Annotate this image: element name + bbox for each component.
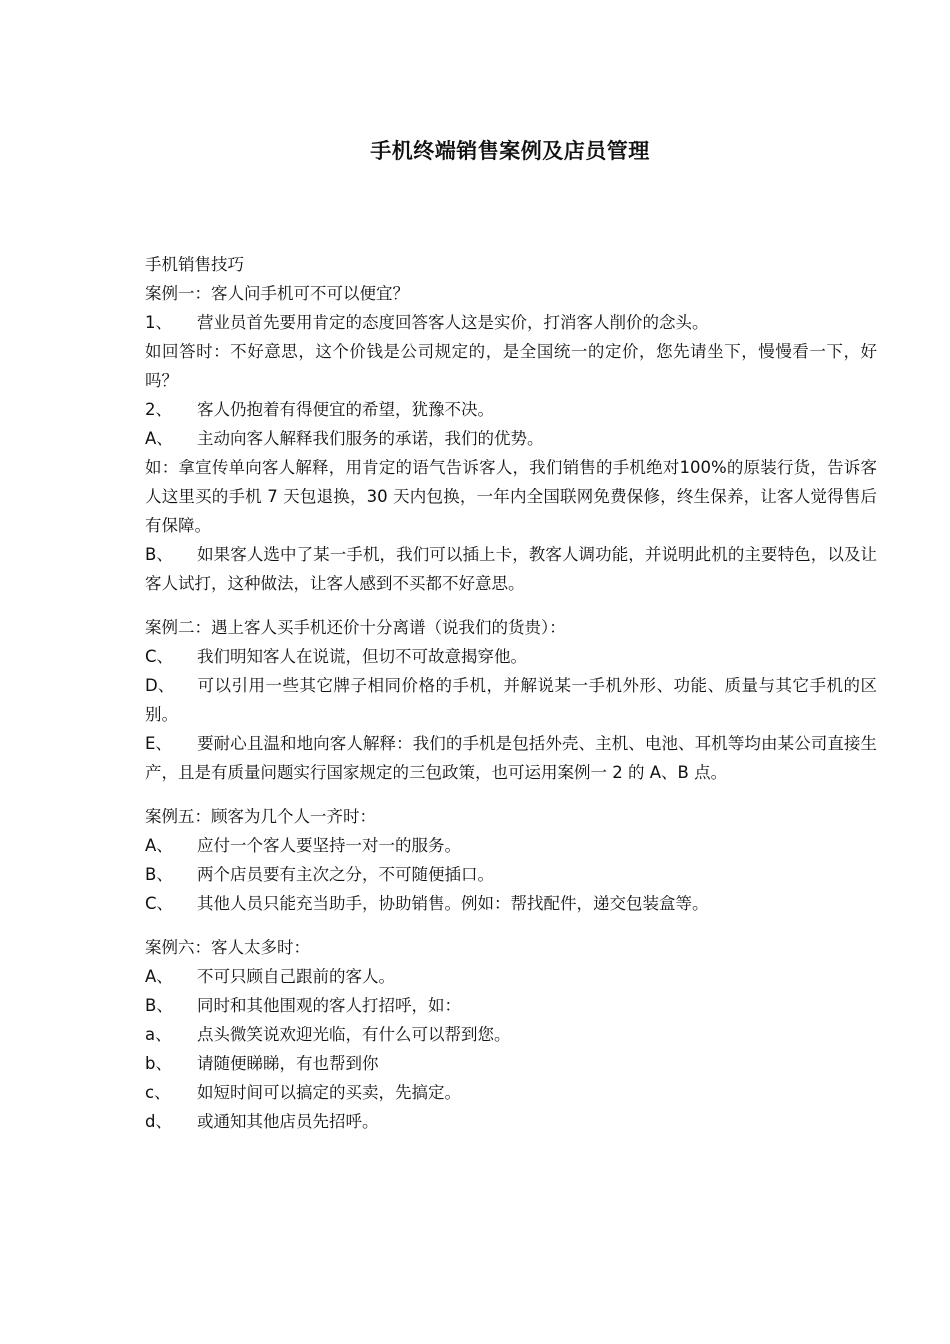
list-marker: A、 <box>145 836 173 855</box>
case-heading: 案例五：顾客为几个人一齐时： <box>145 807 376 826</box>
list-item <box>145 1078 877 1107</box>
list-marker: D、 <box>145 676 175 695</box>
list-marker: B、 <box>145 996 173 1015</box>
case-heading: 案例六：客人太多时： <box>145 938 310 957</box>
paragraph: 如：拿宣传单向客人解释，用肯定的语气告诉客人，我们销售的手机绝对100%的原装行货，告诉客人这里买的手机 7 天包退换，30 天内包换，一年内全国联网免费保修，终生保养，让客人觉得售后有保障。 <box>145 458 877 535</box>
list-item <box>145 395 877 424</box>
spacer <box>145 918 877 933</box>
list-item-text: 其他人员只能充当助手，协助销售。例如：帮找配件，递交包装盒等。 <box>197 894 709 913</box>
list-item-text: 如短时间可以搞定的买卖，先搞定。 <box>197 1083 461 1102</box>
list-item <box>145 1107 877 1136</box>
list-item <box>145 831 877 860</box>
list-item <box>145 424 877 453</box>
list-marker: A、 <box>145 429 173 448</box>
list-item-text: 我们明知客人在说谎，但切不可故意揭穿他。 <box>197 647 527 666</box>
list-marker: B、 <box>145 545 173 564</box>
list-marker: c、 <box>145 1083 171 1102</box>
list-item-text: 如果客人选中了某一手机，我们可以插上卡，教客人调功能，并说明此机的主要特色，以及让客人试打，这种做法，让客人感到不买都不好意思。 <box>145 545 877 593</box>
list-marker: 1、 <box>145 313 172 332</box>
list-item <box>145 671 877 729</box>
spacer <box>145 787 877 802</box>
list-item <box>145 962 877 991</box>
list-item-text: 要耐心且温和地向客人解释：我们的手机是包括外壳、主机、电池、耳机等均由某公司直接生产，且是有质量问题实行国家规定的三包政策，也可运用案例一 2 的 A、B 点。 <box>145 734 877 782</box>
case-heading: 案例二：遇上客人买手机还价十分离谱（说我们的货贵）： <box>145 618 566 637</box>
list-item-text: 应付一个客人要坚持一对一的服务。 <box>197 836 461 855</box>
list-item-text: 可以引用一些其它牌子相同价格的手机，并解说某一手机外形、功能、质量与其它手机的区别。 <box>145 676 877 724</box>
list-item-text: 请随便睇睇，有也帮到你 <box>197 1054 379 1073</box>
list-marker: A、 <box>145 967 173 986</box>
paragraph: 如回答时：不好意思，这个价钱是公司规定的，是全国统一的定价，您先请坐下，慢慢看一下，好吗？ <box>145 342 877 390</box>
list-marker: C、 <box>145 647 174 666</box>
list-item-text: 同时和其他围观的客人打招呼，如： <box>197 996 461 1015</box>
list-item <box>145 1049 877 1078</box>
list-marker: E、 <box>145 734 172 753</box>
list-marker: 2、 <box>145 400 172 419</box>
list-item <box>145 308 877 337</box>
list-item-text: 或通知其他店员先招呼。 <box>197 1112 379 1131</box>
list-marker: B、 <box>145 865 173 884</box>
list-item-text: 主动向客人解释我们服务的承诺，我们的优势。 <box>197 429 544 448</box>
spacer <box>145 598 877 613</box>
list-item <box>145 540 877 598</box>
section-heading: 手机销售技巧 <box>145 255 244 274</box>
list-item-text: 营业员首先要用肯定的态度回答客人这是实价，打消客人削价的念头。 <box>197 313 709 332</box>
list-item-text: 不可只顾自己跟前的客人。 <box>197 967 395 986</box>
list-marker: d、 <box>145 1112 172 1131</box>
list-item <box>145 860 877 889</box>
list-item <box>145 729 877 787</box>
list-item-text: 点头微笑说欢迎光临，有什么可以帮到您。 <box>197 1025 511 1044</box>
case-heading: 案例一：客人问手机可不可以便宜？ <box>145 284 409 303</box>
list-marker: C、 <box>145 894 174 913</box>
list-marker: b、 <box>145 1054 172 1073</box>
list-marker: a、 <box>145 1025 172 1044</box>
list-item <box>145 1020 877 1049</box>
document-body <box>145 250 877 1136</box>
document-title: 手机终端销售案例及店员管理 <box>370 138 650 163</box>
list-item <box>145 642 877 671</box>
list-item-text: 客人仍抱着有得便宜的希望，犹豫不决。 <box>197 400 494 419</box>
list-item <box>145 889 877 918</box>
list-item <box>145 991 877 1020</box>
list-item-text: 两个店员要有主次之分，不可随便插口。 <box>197 865 494 884</box>
